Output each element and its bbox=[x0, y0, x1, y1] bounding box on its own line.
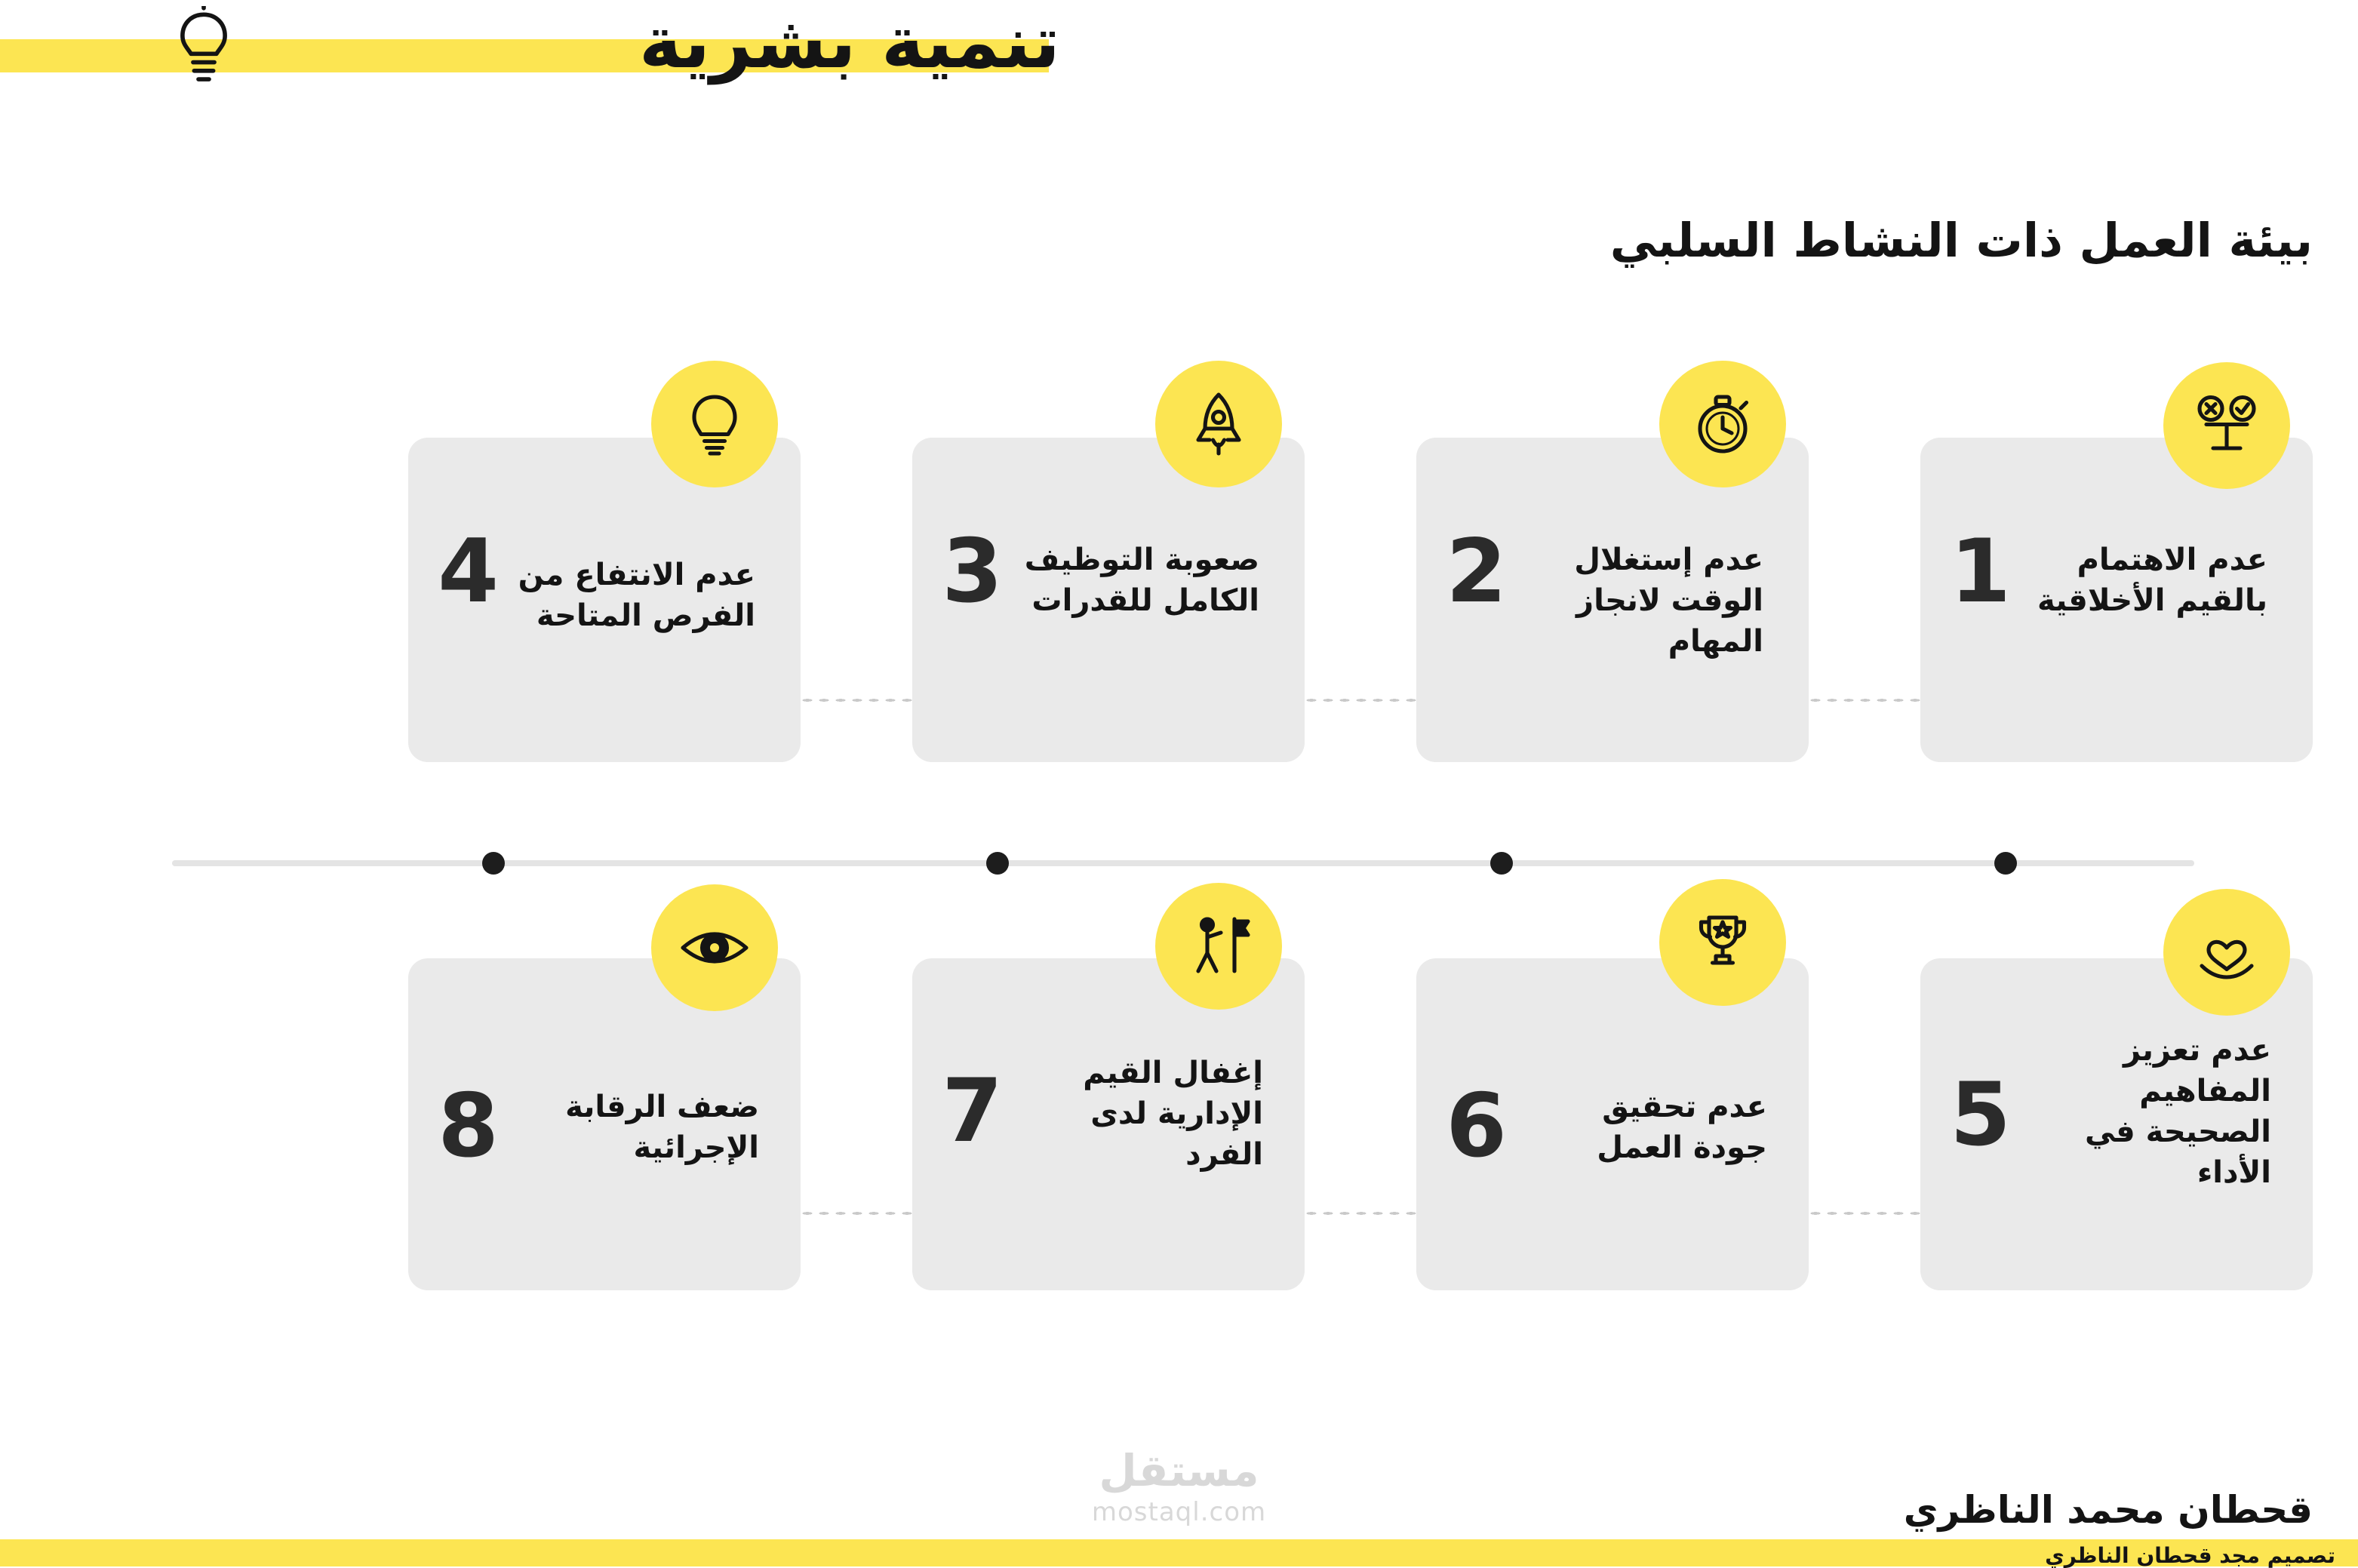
card-number: 2 bbox=[1446, 521, 1507, 623]
watermark-english: mostaql.com bbox=[1091, 1497, 1267, 1527]
balance-scale-icon bbox=[2163, 362, 2290, 489]
page-title: تنمية بشرية bbox=[638, 0, 1060, 85]
card-text: عدم تحقيق جودة العمل bbox=[1597, 1090, 1767, 1165]
timeline-dot bbox=[1994, 852, 2017, 875]
connector-dots bbox=[1303, 698, 1416, 703]
connector-dots bbox=[799, 1211, 912, 1216]
card-number: 3 bbox=[942, 521, 1003, 623]
card-item-4 bbox=[408, 438, 801, 762]
card-item-3 bbox=[912, 438, 1305, 762]
eye-icon bbox=[651, 884, 778, 1011]
stopwatch-icon bbox=[1659, 361, 1786, 487]
timeline-dot bbox=[986, 852, 1009, 875]
card-item-2 bbox=[1416, 438, 1809, 762]
card-item-8 bbox=[408, 958, 801, 1290]
card-text: إغفال القيم الإدارية لدى الفرد bbox=[1083, 1056, 1263, 1172]
card-item-1 bbox=[1920, 438, 2313, 762]
lightbulb-icon bbox=[651, 361, 778, 487]
connector-dots bbox=[799, 698, 912, 703]
card-text: عدم إستغلال الوقت لانجاز المهام bbox=[1574, 543, 1763, 659]
card-item-7 bbox=[912, 958, 1305, 1290]
author-name: قحطان محمد الناظري bbox=[1903, 1488, 2313, 1532]
card-number: 6 bbox=[1446, 1075, 1507, 1177]
hand-heart-icon bbox=[2163, 889, 2290, 1016]
trophy-icon bbox=[1659, 879, 1786, 1006]
timeline-line bbox=[172, 860, 2194, 866]
card-text: عدم الاهتمام بالقيم الأخلاقية bbox=[2037, 543, 2267, 618]
presenter-icon bbox=[1155, 883, 1282, 1010]
connector-dots bbox=[1807, 698, 1920, 703]
timeline-dot bbox=[1490, 852, 1513, 875]
card-number: 8 bbox=[438, 1075, 499, 1177]
card-text: ضعف الرقابة الإجرائية bbox=[565, 1090, 759, 1165]
connector-dots bbox=[1303, 1211, 1416, 1216]
footer-bar bbox=[0, 1539, 2358, 1566]
lightbulb-icon bbox=[170, 6, 238, 89]
card-number: 7 bbox=[942, 1060, 1003, 1162]
card-item-6 bbox=[1416, 958, 1809, 1290]
card-text: عدم تعزيز المفاهيم الصحيحة في الأداء bbox=[2085, 1033, 2271, 1190]
connector-dots bbox=[1807, 1211, 1920, 1216]
card-number: 4 bbox=[438, 521, 499, 623]
subtitle: بيئة العمل ذات النشاط السلبي bbox=[1609, 213, 2313, 268]
timeline-dot bbox=[482, 852, 505, 875]
card-number: 1 bbox=[1950, 521, 2011, 623]
rocket-icon bbox=[1155, 361, 1282, 487]
card-number: 5 bbox=[1950, 1064, 2011, 1166]
watermark bbox=[1091, 1445, 1267, 1527]
card-text: عدم الانتفاع من الفرص المتاحة bbox=[518, 558, 755, 633]
design-credit: تصميم مجد قحطان الناظري bbox=[2045, 1543, 2335, 1568]
card-text: صعوبة التوظيف الكامل للقدرات bbox=[1024, 543, 1259, 618]
watermark-arabic: مستقل bbox=[1099, 1445, 1259, 1496]
